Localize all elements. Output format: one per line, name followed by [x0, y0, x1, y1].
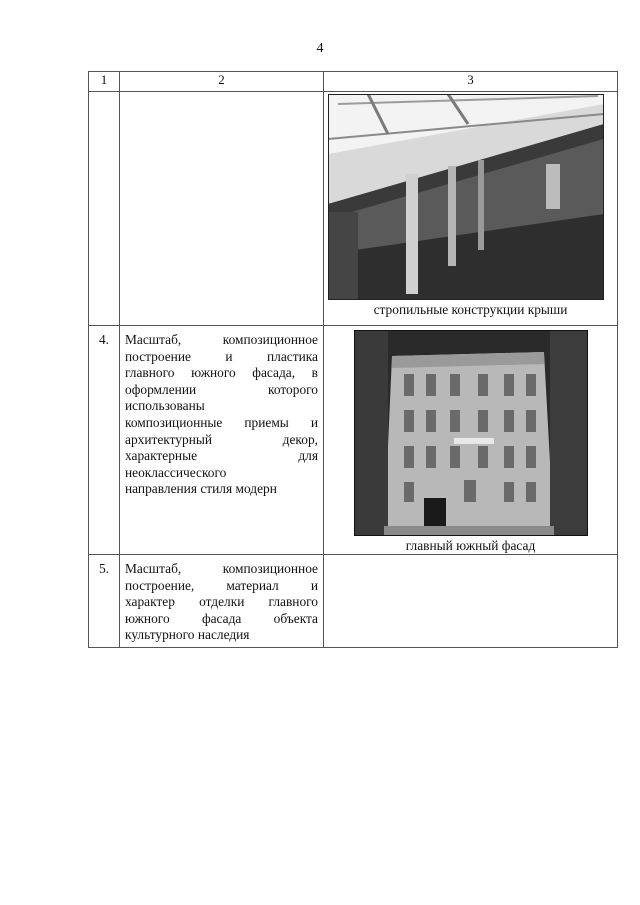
south-facade-photo: [354, 330, 588, 536]
description-line: неоклассического: [125, 464, 227, 480]
photo-caption: главный южный фасад: [405, 538, 536, 553]
description-line: Масштаб, композиционное: [125, 561, 318, 576]
description-line: архитектурный декор,: [125, 431, 318, 447]
row-number: 4.: [89, 326, 120, 555]
header-col-2: 2: [120, 72, 324, 92]
empty-cell: [324, 555, 618, 648]
description-line: композиционные приемы и: [125, 414, 318, 430]
photo-cell: [324, 326, 618, 555]
description-line: использованы: [125, 398, 205, 414]
description-line: характерные для: [125, 448, 318, 464]
description-line: характер отделки главного: [125, 594, 318, 610]
header-col-3: 3: [324, 72, 618, 92]
page-number: 4: [316, 41, 324, 56]
row-description: [120, 92, 324, 326]
table-row: [89, 92, 618, 326]
description-line: построение, материал и: [125, 577, 318, 593]
row-description: [120, 555, 324, 648]
photo-caption: стропильные конструкции крыши: [373, 302, 568, 317]
description-line: Масштаб, композиционное: [125, 332, 318, 347]
row-description: [120, 326, 324, 555]
roof-rafters-photo: [328, 94, 604, 300]
photo-cell: [324, 92, 618, 326]
table-header-row: [89, 72, 618, 92]
description-line: оформлении которого: [125, 381, 318, 397]
table-row: [89, 326, 618, 555]
description-line: построение и пластика: [125, 348, 318, 364]
heritage-table: [88, 71, 618, 648]
description-line: культурного наследия: [125, 627, 250, 643]
header-col-1: 1: [89, 72, 120, 92]
description-line: южного фасада объекта: [125, 610, 318, 626]
row-number: 5.: [89, 555, 120, 648]
description-line: главного южного фасада, в: [125, 365, 318, 381]
table-row: [89, 555, 618, 648]
description-line: направления стиля модерн: [125, 481, 277, 497]
row-number: [89, 92, 120, 326]
